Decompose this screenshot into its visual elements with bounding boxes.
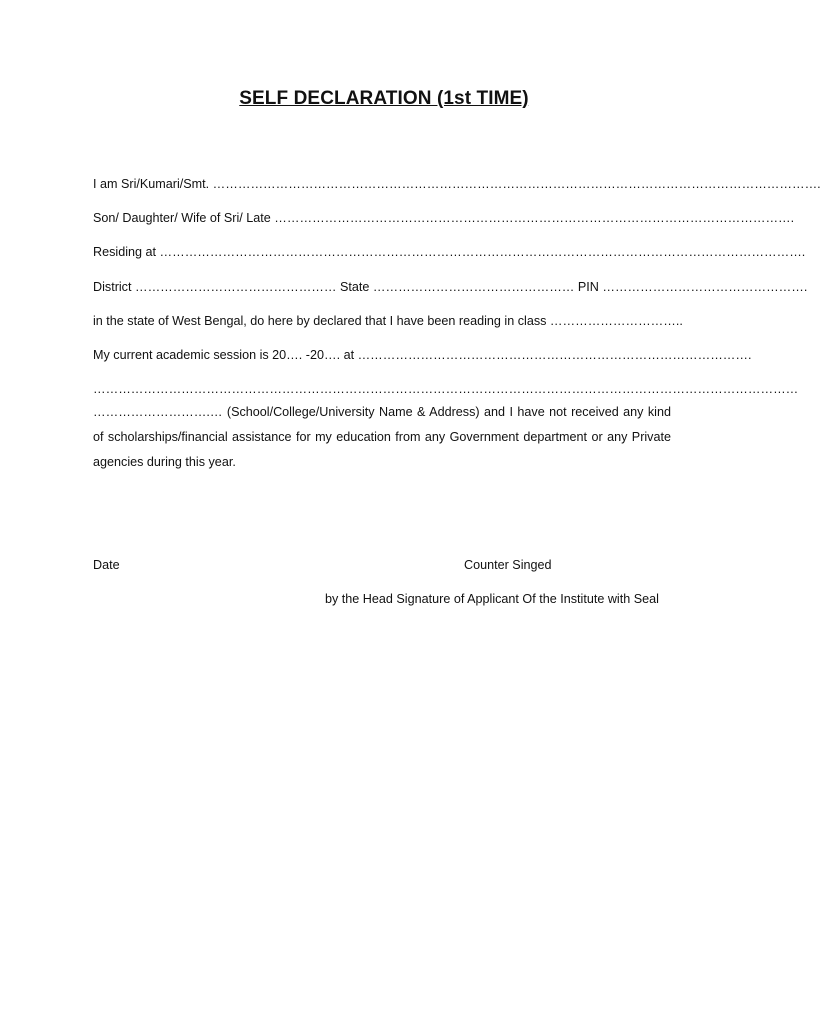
date-label: Date [93,558,120,572]
signature-line: by the Head Signature of Applicant Of the Institute with Seal [325,592,659,606]
academic-session-line: My current academic session is 20…. -20…. at …………………………………………………………………………………. [93,348,752,362]
district-state-pin-line: District ………………………………………… State ………………………………………… PIN …………………………………………. [93,280,808,294]
counter-signed-label: Counter Singed [464,558,552,572]
page-title: SELF DECLARATION (1st TIME) [239,88,529,109]
residence-line: Residing at ………………………………………………………………………………………………………………………………………. [93,245,806,259]
declaration-paragraph: ……………………….… (School/College/University Name & Address) and I have not received any kind of scholarships/financial assistance for my education from any Government department or any Private agencies during this year. [93,405,671,469]
institution-blank-line: …………………………………………………………………………………………………………………………………………………… [93,382,799,396]
applicant-name-line: I am Sri/Kumari/Smt. ………………………………………………………………………………………………………………………………. [93,177,821,191]
class-line: in the state of West Bengal, do here by declared that I have been reading in class ………………………….. [93,314,683,328]
parent-name-line: Son/ Daughter/ Wife of Sri/ Late ……………………………………………………………………………………………………………. [93,211,795,225]
